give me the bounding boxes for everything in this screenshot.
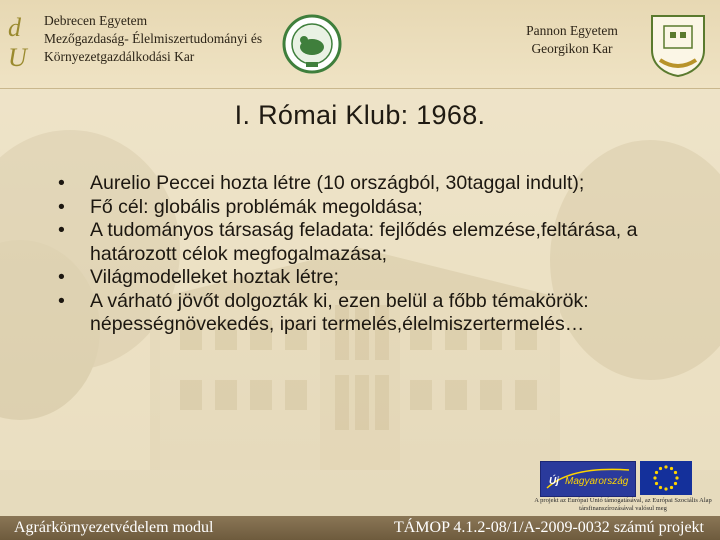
- right-institution-line: Georgikon Kar: [531, 41, 613, 56]
- bullet-text: A tudományos társaság feladata: fejlődés elemzése,feltárása, a határozott célok megfogalmazása;: [90, 219, 638, 265]
- bullet-item: [58, 266, 658, 290]
- right-institution-name: [512, 22, 632, 58]
- bullet-marker: •: [58, 219, 65, 241]
- left-institution-line: Környezetgazdálkodási Kar: [44, 49, 195, 64]
- eu-funding-caption: A projekt az Európai Unió támogatásával, az Európai Szociális Alap társfinanszírozásával valósul meg: [534, 497, 712, 512]
- footer-project-id: TÁMOP 4.1.2-08/1/A-2009-0032 számú projekt: [393, 519, 704, 536]
- left-institution-line: Debrecen Egyetem: [44, 13, 148, 28]
- footer-band: [0, 516, 720, 540]
- bullet-marker: •: [58, 266, 65, 288]
- svg-text:U: U: [8, 43, 27, 70]
- bullet-marker: •: [58, 195, 65, 218]
- bullet-item: [58, 172, 658, 196]
- bullet-item: [58, 290, 658, 337]
- right-institution-line: Pannon Egyetem: [526, 23, 618, 38]
- uj-magyarorszag-logo: [540, 461, 636, 497]
- du-monogram-icon: [6, 10, 36, 70]
- svg-text:Magyarország: Magyarország: [565, 476, 629, 487]
- left-institution-line: Mezőgazdaság- Élelmiszertudományi és: [44, 31, 263, 46]
- bullet-marker: •: [58, 289, 65, 312]
- bullet-text: Fő cél: globális problémák megoldása;: [90, 195, 423, 218]
- bullet-item: [58, 219, 658, 266]
- slide-title: I. Római Klub: 1968.: [234, 100, 486, 130]
- svg-text:Új: Új: [549, 476, 559, 487]
- bullet-text: A várható jövőt dolgozták ki, ezen belül a főbb témakörök: népességnövekedés, ipari termelés,élelmiszertermelés…: [90, 289, 589, 335]
- footer-module-name: Agrárkörnyezetvédelem modul: [14, 519, 214, 536]
- bullet-text: Aurelio Peccei hozta létre (10 országból, 30taggal indult);: [90, 172, 585, 194]
- university-seal-icon: [282, 14, 342, 74]
- left-institution-name: [44, 12, 284, 66]
- header-band: [0, 0, 720, 89]
- svg-text:d: d: [8, 13, 21, 42]
- georgikon-crest-icon: [646, 12, 710, 78]
- eu-flag-icon: [640, 461, 692, 495]
- bullet-text: Világmodelleket hoztak létre;: [90, 266, 339, 288]
- bullet-item: [58, 196, 658, 220]
- bullet-list: [58, 172, 658, 337]
- bullet-marker: •: [58, 172, 65, 194]
